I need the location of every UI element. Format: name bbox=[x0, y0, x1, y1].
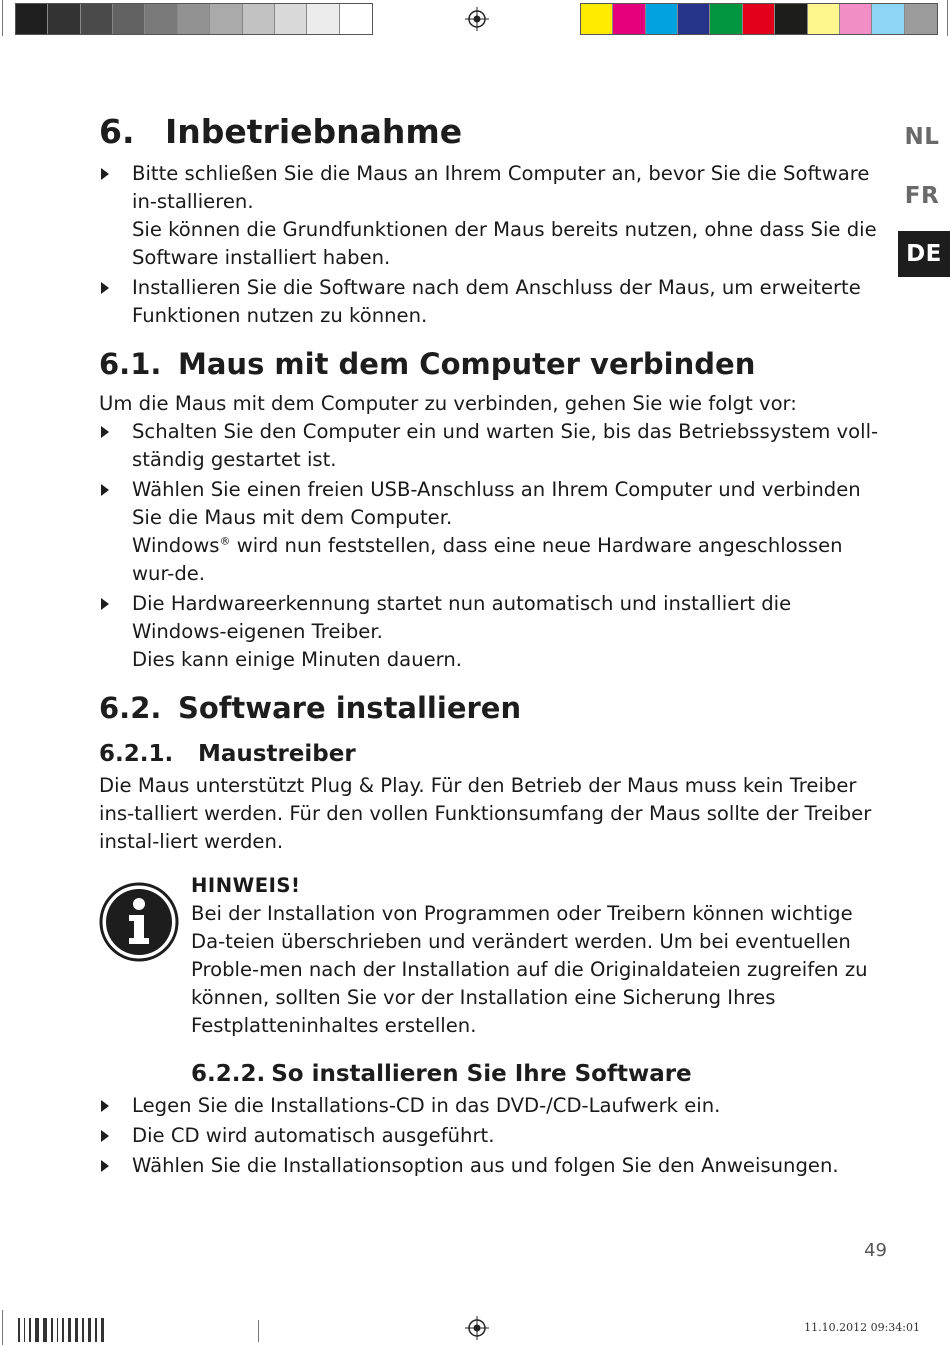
crop-mark bbox=[2, 0, 3, 36]
section-number: 6.1. bbox=[99, 347, 162, 381]
crop-mark bbox=[947, 0, 948, 36]
crop-mark bbox=[258, 1320, 259, 1342]
section-6-list bbox=[99, 160, 889, 330]
list-item-text: Legen Sie die Installations-CD in das DVD-/CD-Laufwerk ein. bbox=[132, 1094, 721, 1117]
color-swatch bbox=[178, 4, 210, 34]
section-paragraph: Die Maus unterstützt Plug & Play. Für den Betrieb der Maus muss kein Treiber ins-talliert werden. Für den vollen Funktionsumfang der Maus sollte der Treiber instal-liert werden. bbox=[99, 774, 872, 853]
bullet-arrow-icon bbox=[101, 282, 109, 294]
section-number: 6.2.1. bbox=[99, 741, 174, 767]
registration-mark-icon bbox=[465, 7, 489, 31]
bullet-arrow-icon bbox=[101, 426, 109, 438]
color-swatch bbox=[307, 4, 339, 34]
section-6-2-2-heading bbox=[191, 1058, 889, 1090]
color-swatch bbox=[16, 4, 48, 34]
list-item-text: Dies kann einige Minuten dauern. bbox=[132, 648, 463, 671]
list-item-text: Schalten Sie den Computer ein und warten Sie, bis das Betriebssystem voll-ständig gestartet ist. bbox=[132, 420, 879, 471]
list-item-text: Wählen Sie einen freien USB-Anschluss an Ihrem Computer und verbinden Sie die Maus mit dem Computer. bbox=[132, 478, 861, 529]
color-swatch bbox=[613, 4, 645, 34]
color-calibration-strip bbox=[580, 3, 938, 35]
section-6-2-2-list bbox=[99, 1092, 889, 1180]
section-title: Maustreiber bbox=[198, 741, 356, 767]
section-6-2-1-heading bbox=[99, 738, 889, 770]
color-swatch bbox=[710, 4, 742, 34]
barcode-mark bbox=[18, 1318, 104, 1342]
registration-mark-icon bbox=[465, 1316, 489, 1340]
note-title: HINWEIS! bbox=[191, 874, 301, 897]
color-swatch bbox=[646, 4, 678, 34]
list-item-text: Installieren Sie die Software nach dem Anschluss der Maus, um erweiterte Funktionen nutzen zu können. bbox=[132, 276, 861, 327]
section-6-2-heading bbox=[99, 688, 889, 728]
print-timestamp: 11.10.2012 09:34:01 bbox=[804, 1321, 920, 1334]
note-box bbox=[99, 872, 889, 1040]
color-swatch bbox=[145, 4, 177, 34]
note-text: Bei der Installation von Programmen oder Treibern können wichtige Da-teien überschrieben und verändert werden. Um bei eventuellen Proble-men nach der Installation auf die Originaldateien zugreifen zu können, sollten Sie vor der Installation eine Sicherung Ihres Festplatteninhaltes erstellen. bbox=[191, 902, 868, 1037]
section-title: Software installieren bbox=[178, 691, 522, 725]
bullet-arrow-icon bbox=[101, 1160, 109, 1172]
section-6-1-list bbox=[99, 418, 889, 674]
color-swatch bbox=[840, 4, 872, 34]
list-item bbox=[99, 418, 889, 474]
bullet-arrow-icon bbox=[101, 484, 109, 496]
color-swatch bbox=[581, 4, 613, 34]
list-item bbox=[99, 274, 889, 330]
section-6-1-heading bbox=[99, 344, 889, 384]
list-item bbox=[99, 1092, 889, 1120]
section-intro: Um die Maus mit dem Computer zu verbinden, gehen Sie wie folgt vor: bbox=[99, 392, 797, 415]
list-item bbox=[99, 160, 889, 272]
lang-tab-fr: FR bbox=[904, 183, 940, 209]
windows-text: Windows bbox=[132, 534, 220, 557]
bullet-arrow-icon bbox=[101, 598, 109, 610]
registered-mark: ® bbox=[219, 534, 231, 548]
list-item bbox=[99, 1122, 889, 1150]
list-item-text: Die Hardwareerkennung startet nun automatisch und installiert die Windows-eigenen Treiber. bbox=[132, 592, 792, 643]
page-content bbox=[99, 110, 889, 1182]
list-item-text-continuation: wird nun feststellen, dass eine neue Hardware angeschlossen wur-de. bbox=[132, 534, 843, 585]
color-swatch bbox=[48, 4, 80, 34]
section-number: 6.2. bbox=[99, 691, 162, 725]
list-item bbox=[99, 1152, 889, 1180]
lang-tab-nl: NL bbox=[904, 124, 940, 150]
list-item-text: Sie können die Grundfunktionen der Maus bereits nutzen, ohne dass Sie die Software installiert haben. bbox=[132, 218, 877, 269]
list-item bbox=[99, 590, 889, 674]
color-swatch bbox=[775, 4, 807, 34]
list-item-text: Die CD wird automatisch ausgeführt. bbox=[132, 1124, 495, 1147]
crop-mark bbox=[2, 1310, 3, 1345]
list-item-text: Wählen Sie die Installationsoption aus und folgen Sie den Anweisungen. bbox=[132, 1154, 839, 1177]
color-swatch bbox=[81, 4, 113, 34]
info-icon bbox=[99, 882, 179, 962]
list-item-text: Bitte schließen Sie die Maus an Ihrem Computer an, bevor Sie die Software in-stallieren. bbox=[132, 162, 870, 213]
color-swatch bbox=[243, 4, 275, 34]
list-item-text bbox=[132, 532, 889, 588]
bullet-arrow-icon bbox=[101, 168, 109, 180]
section-title: So installieren Sie Ihre Software bbox=[271, 1061, 692, 1087]
section-title: Inbetriebnahme bbox=[165, 112, 463, 151]
section-title: Maus mit dem Computer verbinden bbox=[178, 347, 756, 381]
lang-tab-de-active: DE bbox=[898, 231, 950, 277]
color-swatch bbox=[210, 4, 242, 34]
color-swatch bbox=[743, 4, 775, 34]
gray-calibration-strip bbox=[15, 3, 373, 35]
bullet-arrow-icon bbox=[101, 1100, 109, 1112]
page-number: 49 bbox=[864, 1240, 887, 1261]
color-swatch bbox=[113, 4, 145, 34]
color-swatch bbox=[340, 4, 372, 34]
section-6-heading bbox=[99, 110, 889, 154]
color-swatch bbox=[275, 4, 307, 34]
list-item bbox=[99, 476, 889, 588]
color-swatch bbox=[872, 4, 904, 34]
color-swatch bbox=[808, 4, 840, 34]
section-number: 6.2.2. bbox=[191, 1061, 266, 1087]
bullet-arrow-icon bbox=[101, 1130, 109, 1142]
color-swatch bbox=[905, 4, 937, 34]
section-number: 6. bbox=[99, 112, 135, 151]
color-swatch bbox=[678, 4, 710, 34]
